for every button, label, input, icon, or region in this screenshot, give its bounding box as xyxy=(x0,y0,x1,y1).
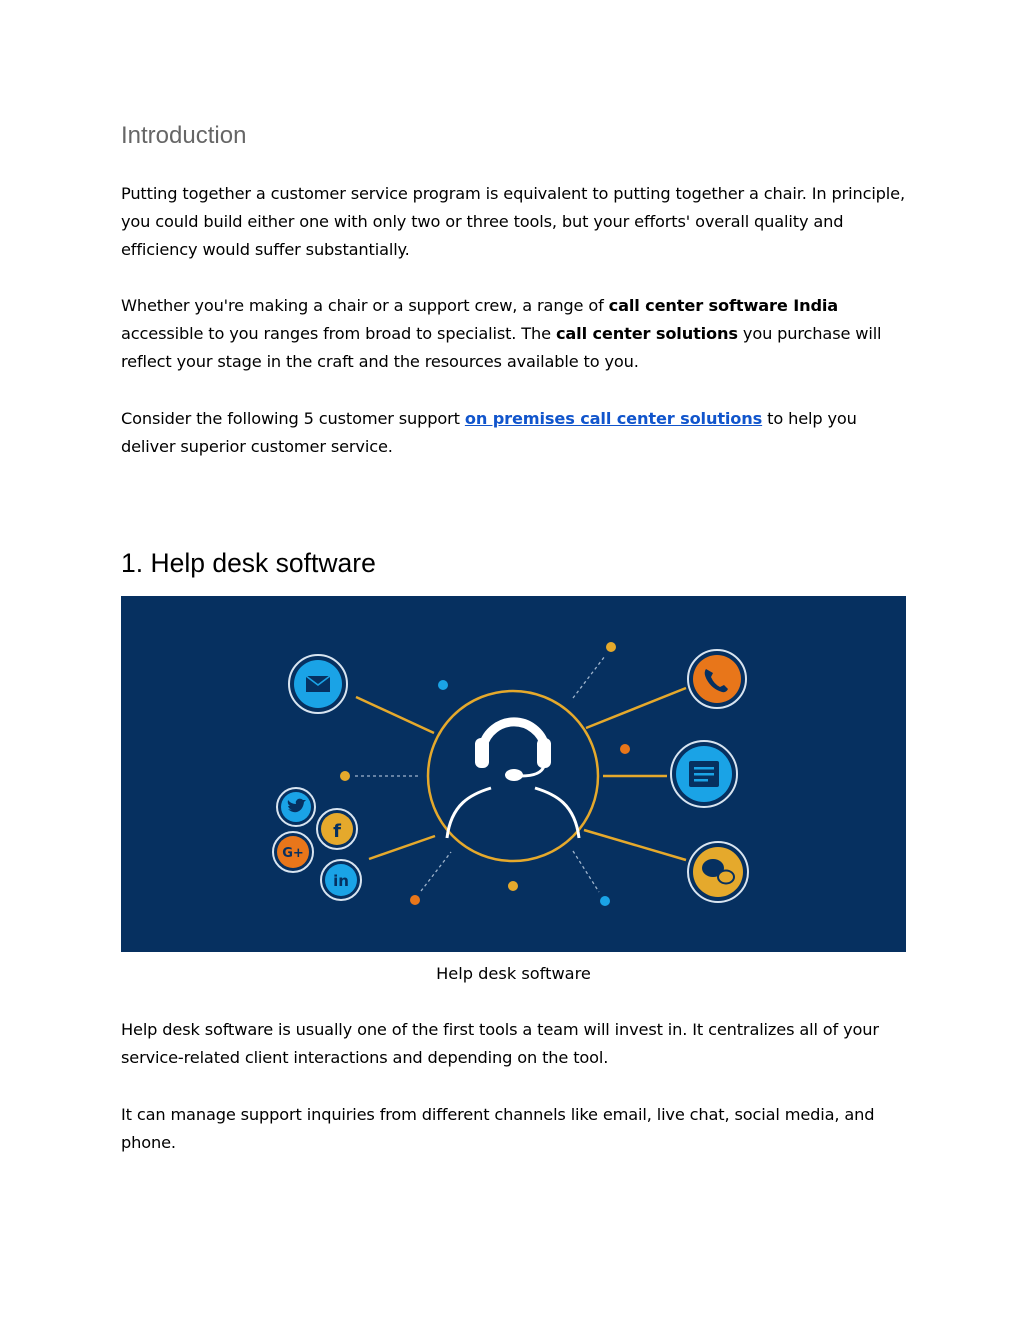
intro-paragraph-3 xyxy=(121,405,911,461)
linkedin-icon xyxy=(321,860,361,900)
decor-dot xyxy=(620,744,630,754)
chat-icon xyxy=(688,842,748,902)
linkedin-glyph: in xyxy=(333,872,349,890)
help-desk-paragraph-2: It can manage support inquiries from different channels like email, live chat, social media, and phone. xyxy=(121,1105,875,1152)
google-plus-icon xyxy=(273,832,313,872)
connector-chat xyxy=(584,830,686,860)
intro-paragraph-1: Putting together a customer service program is equivalent to putting together a chair. In principle, you could build either one with only two or three tools, but your efforts' overall quality and efficiency would suffer substantially. xyxy=(121,184,905,259)
text-run: Consider the following 5 customer support xyxy=(121,409,465,428)
help-desk-illustration-svg xyxy=(121,596,906,952)
text-run: accessible to you ranges from broad to specialist. The xyxy=(121,324,556,343)
on-premises-solutions-link[interactable]: on premises call center solutions xyxy=(464,409,763,428)
facebook-icon xyxy=(317,809,357,849)
decor-dot xyxy=(410,895,420,905)
phone-icon xyxy=(688,650,746,708)
document-icon xyxy=(671,741,737,807)
dotted-connector xyxy=(573,851,599,892)
intro-paragraph-2 xyxy=(121,292,911,376)
connector-phone xyxy=(586,688,686,728)
dotted-connector xyxy=(421,852,451,891)
figure-caption: Help desk software xyxy=(436,964,591,983)
decor-dot xyxy=(340,771,350,781)
bold-term-call-center-software-india: call center software India xyxy=(608,296,839,315)
facebook-glyph: f xyxy=(333,821,341,842)
decor-dot xyxy=(606,642,616,652)
decor-dot xyxy=(600,896,610,906)
decor-dot xyxy=(438,680,448,690)
connector-email xyxy=(356,697,434,733)
headset-agent-icon xyxy=(428,691,598,861)
bold-term-call-center-solutions: call center solutions xyxy=(555,324,738,343)
text-run: to help you deliver superior customer service. xyxy=(121,409,857,456)
email-icon xyxy=(289,655,347,713)
decor-dot xyxy=(508,881,518,891)
google-plus-glyph: G+ xyxy=(282,846,304,861)
text-run: you purchase will reflect your stage in the craft and the resources available to you. xyxy=(121,324,882,371)
twitter-icon xyxy=(277,788,315,826)
help-desk-illustration xyxy=(121,596,906,952)
intro-heading: Introduction xyxy=(121,122,247,149)
section-heading-help-desk: 1. Help desk software xyxy=(121,548,376,578)
dotted-connector xyxy=(573,656,605,698)
connector-social xyxy=(369,836,435,859)
help-desk-paragraph-1: Help desk software is usually one of the first tools a team will invest in. It centralizes all of your service-related client interactions and depending on the tool. xyxy=(121,1020,879,1067)
text-run: Whether you're making a chair or a support crew, a range of xyxy=(121,296,609,315)
